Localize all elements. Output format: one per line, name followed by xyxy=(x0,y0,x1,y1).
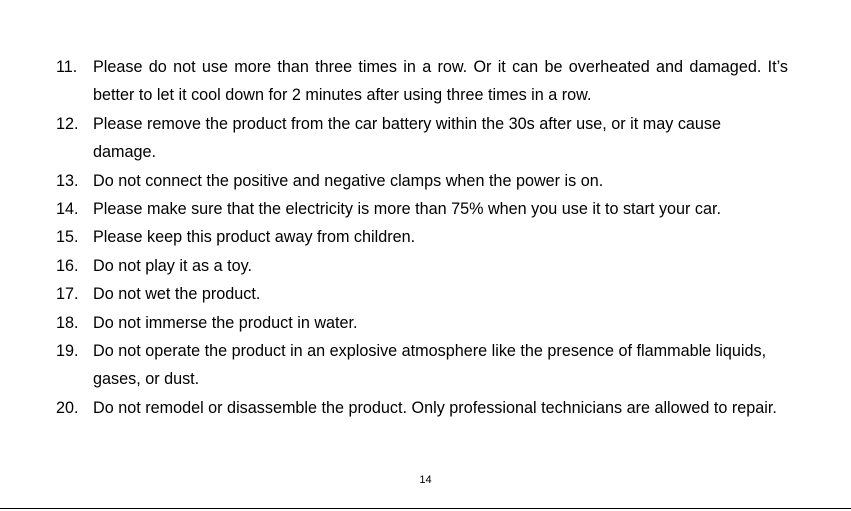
list-item xyxy=(56,195,788,223)
item-text: Please keep this product away from children. xyxy=(93,228,416,247)
item-number: 15. xyxy=(56,228,79,247)
list-item xyxy=(56,167,788,195)
item-number: 12. xyxy=(56,114,79,133)
item-text: Please remove the product from the car battery within the 30s after use, or it may cause damage. xyxy=(93,114,722,162)
page-number: 14 xyxy=(419,474,432,486)
list-item xyxy=(56,309,788,337)
item-number: 20. xyxy=(56,398,79,417)
item-number: 11. xyxy=(56,58,78,76)
item-text: Do not operate the product in an explosive atmosphere like the presence of flammable liquids, gases, or dust. xyxy=(93,342,767,389)
item-text: Do not immerse the product in water. xyxy=(93,313,358,332)
safety-warning-list xyxy=(56,53,788,422)
list-item xyxy=(56,53,788,110)
item-text: Do not remodel or disassemble the product. Only professional technicians are allowed to repair. xyxy=(93,398,777,417)
list-item xyxy=(56,280,788,308)
list-item xyxy=(56,252,788,280)
item-number: 13. xyxy=(56,171,79,190)
list-item xyxy=(56,223,788,251)
item-text: Please make sure that the electricity is more than 75% when you use it to start your car. xyxy=(93,200,722,219)
bottom-divider xyxy=(0,508,851,509)
item-text: Do not connect the positive and negative clamps when the power is on. xyxy=(93,171,604,190)
item-number: 18. xyxy=(56,313,79,332)
item-number: 17. xyxy=(56,285,79,304)
item-text: Do not play it as a toy. xyxy=(93,256,252,275)
item-text: Do not wet the product. xyxy=(93,285,261,304)
list-item xyxy=(56,110,788,167)
list-item xyxy=(56,337,788,394)
item-number: 19. xyxy=(56,342,79,361)
item-text: Please do not use more than three times in a row. Or it can be overheated and damaged. It’s better to let it cool down for 2 minutes after using three times in a row. xyxy=(93,58,788,105)
item-number: 14. xyxy=(56,200,79,219)
item-number: 16. xyxy=(56,256,79,275)
list-item xyxy=(56,394,788,422)
